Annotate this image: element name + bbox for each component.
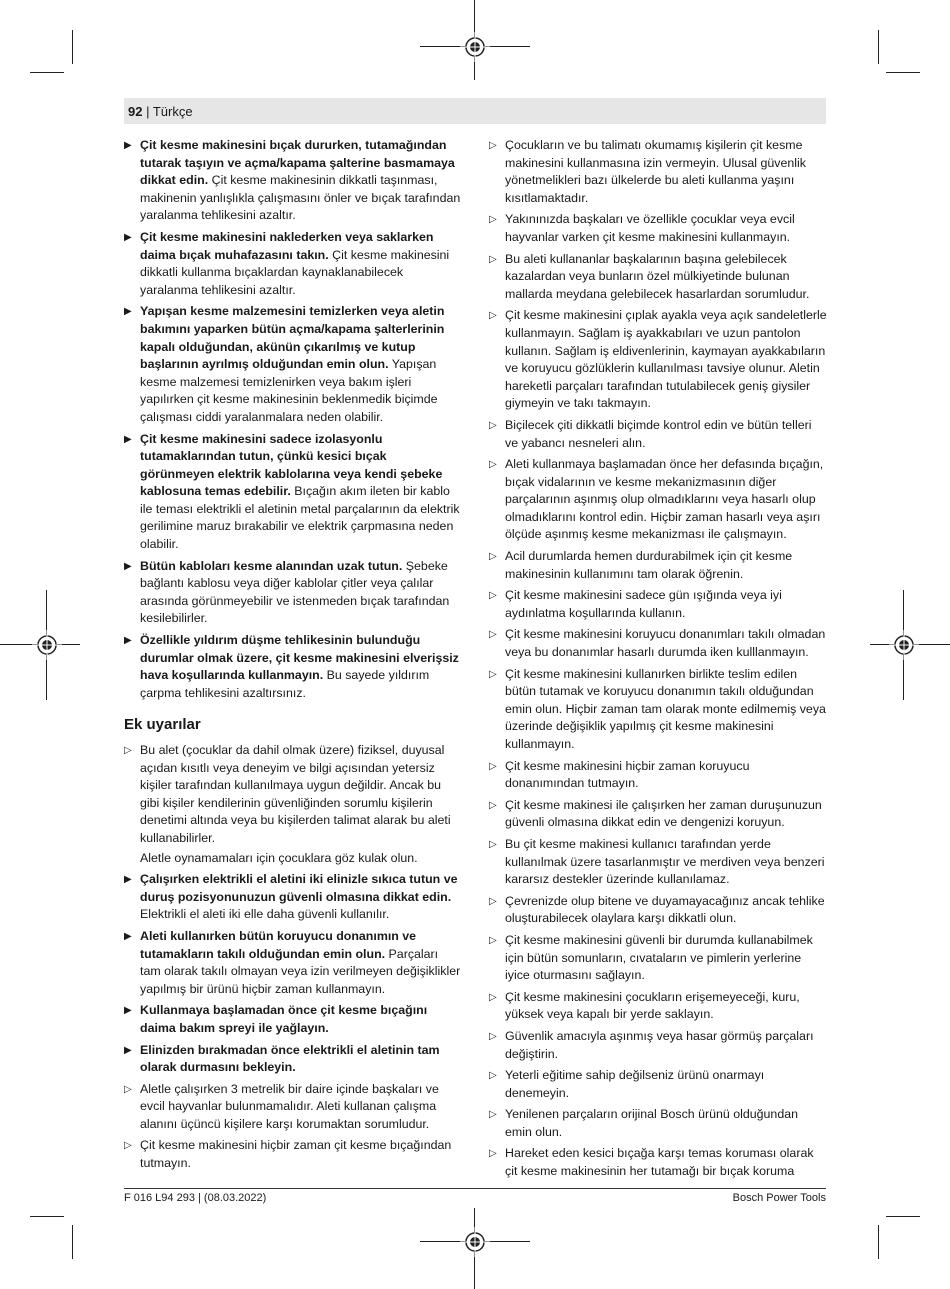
bullet-triangle-icon: ▶: [124, 1044, 132, 1056]
bullet-triangle-outline-icon: ▷: [489, 668, 497, 680]
bullet-triangle-outline-icon: ▷: [124, 1140, 132, 1152]
bullet-triangle-outline-icon: ▷: [489, 799, 497, 811]
list-item: [124, 742, 462, 848]
item-text: Çit kesme makinesini çıplak ayakla veya açık sandeletlerle kullanmayın. Sağlam iş ayakkabıları ve uzun pantolon kullanın. Sağlam iş eldivenlerinin, kaymayan ayakkabıların ve koruyucu gözlüklerin kullanılması tavsiye olunur. Aletin hareketli parçaları tarafından tutulabilecek geniş giysiler giymeyin ve takı takmayın.: [505, 308, 827, 411]
list-item: [489, 137, 827, 207]
list-item: [489, 251, 827, 304]
bullet-triangle-outline-icon: ▷: [489, 253, 497, 265]
item-text: Çit kesme makinesini koruyucu donanımları takılı olmadan veya bu donanımlar hasarlı durumda iken kulllanmayın.: [505, 627, 826, 660]
bullet-triangle-outline-icon: ▷: [124, 745, 132, 756]
left-column: [124, 137, 462, 1177]
bullet-triangle-outline-icon: ▷: [489, 310, 497, 322]
bullet-triangle-outline-icon: ▷: [489, 1070, 497, 1082]
list-item: [489, 666, 827, 754]
item-bold-text: Elinizden bırakmadan önce elektrikli el aletinin tam olarak durmasını bekleyin.: [140, 1042, 440, 1075]
item-text: Güvenlik amacıyla aşınmış veya hasar görmüş parçaları değiştirin.: [505, 1028, 814, 1061]
item-text: Parçaları tam olarak takılı olmayan veya izin verilmeyen değişiklikler yapılmış bir ürünü hiçbir zaman kullanmayın.: [140, 946, 461, 996]
item-text: Çit kesme makinesi ile çalışırken her zaman duruşunuzun güvenli olmasına dikkat edin ve dengenizi koruyun.: [505, 797, 822, 830]
list-item: [124, 137, 462, 225]
item-text: Yapışan kesme malzemesi temizlenirken veya bakım işleri yapılırken çit kesme makinesinin beklenmedik biçimde çalışması ciddi yaralanmalara neden olabilir.: [140, 357, 438, 424]
registration-mark-icon: [889, 630, 919, 660]
list-item: [124, 1002, 462, 1037]
bullet-triangle-outline-icon: ▷: [489, 934, 497, 946]
children-note: Aletle oynamamaları için çocuklara göz kulak olun.: [140, 850, 418, 865]
bullet-triangle-outline-icon: ▷: [489, 214, 497, 226]
item-bold-text: Özellikle yıldırım düşme tehlikesinin bulunduğu durumlar olmak üzere, çit kesme makinesini elverişsiz hava koşullarında kullanmayın.: [140, 633, 459, 683]
page-number: 92: [128, 104, 143, 119]
item-bold-text: Çalışırken elektrikli el aletini iki elinizle sıkıca tutun ve duruş pozisyonunuzun güvenli olmasına dikkat edin.: [140, 872, 458, 904]
item-bold-text: Aleti kullanırken bütün koruyucu donanımın ve tutamakların takılı olduğundan emin olun.: [140, 928, 417, 961]
bullet-triangle-icon: ▶: [124, 874, 132, 886]
crop-mark: [886, 1216, 920, 1217]
list-item: [489, 548, 827, 583]
list-item: [489, 1067, 827, 1102]
list-item: [124, 1137, 462, 1172]
item-text: Aletle çalışırken 3 metrelik bir daire içinde başkaları ve evcil hayvanlar bulunmamalıdır. Aleti kullanan çalışma alanını üçüncü kişilere karşı korumaktan sorumludur.: [140, 1081, 439, 1131]
bullet-triangle-outline-icon: ▷: [124, 1083, 132, 1095]
footer-divider: [124, 1188, 826, 1189]
bullet-triangle-outline-icon: ▷: [489, 590, 497, 602]
item-bold-text: Çit kesme makinesini naklederken veya saklarken daima bıçak muhafazasını takın.: [140, 229, 434, 262]
item-text: Yeterli eğitime sahip değilseniz ürünü onarmayı denemeyin.: [505, 1068, 765, 1100]
item-bold-text: Çit kesme makinesini bıçak dururken, tutamağından tutarak taşıyın ve açma/kapama şalterine basmamaya dikkat edin.: [140, 138, 455, 188]
item-text: Çit kesme makinesini dikkatli kullanma bıçaklardan kaynaklanabilecek yaralanma tehlikesini azaltır.: [140, 247, 450, 297]
list-item: [124, 229, 462, 299]
item-bold-text: Bütün kabloları kesme alanından uzak tutun.: [140, 558, 403, 573]
list-item: [124, 558, 462, 628]
crop-mark: [886, 72, 920, 73]
bullet-triangle-outline-icon: ▷: [489, 459, 497, 471]
item-text: Çit kesme makinesini güvenli bir durumda kullanabilmek için bütün somunların, cıvataların ve pimlerin yerlerine iyice oturmasını sağlayın.: [505, 932, 813, 983]
bullet-triangle-outline-icon: ▷: [489, 760, 497, 772]
item-text: Yakınınızda başkaları ve özellikle çocuklar veya evcil hayvanlar varken çit kesme makinesini kullanmayın.: [505, 212, 795, 244]
item-text: Hareket eden kesici bıçağa karşı temas koruması olarak çit kesme makinesinin her tutamağı bir bıçak koruma: [505, 1146, 814, 1179]
bullet-triangle-icon: ▶: [124, 1005, 132, 1017]
bullet-triangle-outline-icon: ▷: [489, 991, 497, 1003]
crop-mark: [72, 1225, 73, 1259]
bullet-triangle-outline-icon: ▷: [489, 1148, 497, 1160]
list-item: [489, 1106, 827, 1141]
list-item: [124, 928, 462, 998]
registration-mark-icon: [32, 630, 62, 660]
item-bold-text: Çit kesme makinesini sadece izolasyonlu tutamaklarından tutun, çünkü kesici bıçak görünmeyen elektrik kablolarına veya kendi şebeke kablosuna temas edebilir.: [140, 431, 443, 499]
item-text: Biçilecek çiti dikkatli biçimde kontrol edin ve bütün telleri ve yabancı nesneleri alın.: [505, 417, 812, 450]
bullet-triangle-icon: ▶: [124, 306, 132, 318]
registration-mark-icon: [460, 32, 490, 62]
item-bold-text: Yapışan kesme malzemesini temizlerken veya aletin bakımını yaparken bütün açma/kapama şalterlerinin kapalı olduğundan, akünün çıkarılmış ve kutup başlarının ayrılmış olduğundan emin olun.: [140, 304, 445, 372]
item-text: Çit kesme makinesini hiçbir zaman çit kesme bıçağından tutmayın.: [140, 1138, 452, 1171]
list-item: [489, 758, 827, 793]
list-item: [489, 797, 827, 832]
bullet-triangle-outline-icon: ▷: [489, 838, 497, 850]
crop-mark: [878, 1225, 879, 1259]
footer-brand: Bosch Power Tools: [732, 1192, 826, 1204]
list-item: [489, 307, 827, 413]
list-item: [124, 871, 462, 924]
list-item: [489, 893, 827, 928]
item-text: Yenilenen parçaların orijinal Bosch ürünü olduğundan emin olun.: [505, 1107, 799, 1139]
section-heading: Ek uyarılar: [124, 716, 201, 734]
item-text: Çit kesme makinesini çocukların erişemeyeceği, kuru, yüksek veya kapalı bir yerde saklayın.: [505, 989, 800, 1022]
list-item: [489, 626, 827, 661]
item-text: Çit kesme makinesini hiçbir zaman koruyucu donanımından tutmayın.: [505, 758, 750, 791]
item-bold-text: Kullanmaya başlamadan önce çit kesme bıçağını daima bakım spreyi ile yağlayın.: [140, 1003, 428, 1035]
header-language: Türkçe: [152, 104, 193, 119]
item-text: Aleti kullanmaya başlamadan önce her defasında bıçağın, bıçak vidalarının ve kesme mekanizmasının diğer parçalarının aşınmış olup olmadıklarını veya hasarlı olup olmadıklarını kontrol edin. Hiçbir zaman hasarlı veya aşırı ölçüde aşınmış kesme mekanizması ile çalışmayın.: [505, 457, 824, 542]
item-text: Şebeke bağlantı kablosu veya diğer kablolar çitler veya çalılar arasında görünmeyebilir ve istenmeden bıçak tarafından kesilebilirler.: [140, 558, 450, 626]
bullet-triangle-icon: ▶: [124, 140, 132, 151]
list-item: [489, 211, 827, 246]
list-item: [489, 932, 827, 985]
item-text: Elektrikli el aleti iki elle daha güvenli kullanılır.: [140, 907, 390, 922]
list-item: [489, 1145, 827, 1180]
list-item: [124, 303, 462, 426]
item-text: Acil durumlarda hemen durdurabilmek için çit kesme makinesinin kullanımını tam olarak öğrenin.: [505, 549, 793, 581]
list-item: [124, 1042, 462, 1077]
bullet-triangle-outline-icon: ▷: [489, 419, 497, 431]
crop-mark: [72, 30, 73, 64]
bullet-triangle-icon: ▶: [124, 930, 132, 942]
list-item: [489, 417, 827, 452]
item-text: Bu sayede yıldırım çarpma tehlikesini azaltırsınız.: [140, 668, 430, 700]
list-item: [124, 1081, 462, 1134]
bullet-triangle-icon: ▶: [124, 231, 132, 243]
item-text: Çit kesme makinesini kullanırken birlikte teslim edilen bütün tutamak ve koruyucu donanımın takılı olduğundan emin olun. Hiçbir zaman tam olarak monte edilmemiş veya üzerinde değişiklik yapılmış çit kesme makinesini kullanmayın.: [505, 666, 826, 751]
item-text: Bu alet (çocuklar da dahil olmak üzere) fiziksel, duyusal açıdan kısıtlı veya deneyim ve bilgi açısından yetersiz kişiler tarafından kullanılmaya uygun değildir. Ancak bu gibi kişiler kendilerinin güvenliğinden sorumlu kişilerin denetimi altında veya bu kişilerden talimat alarak bu aleti kullanabilirler.: [140, 743, 451, 845]
bullet-triangle-icon: ▶: [124, 560, 132, 572]
page-header: [128, 104, 193, 119]
bullet-triangle-outline-icon: ▷: [489, 140, 497, 151]
crop-mark: [30, 72, 64, 73]
item-text: Bu çit kesme makinesi kullanıcı tarafından yerde kullanılmak üzere tasarlanmıştır ve merdiven veya benzeri kararsız destekler üzerinde kullanılamaz.: [505, 836, 825, 887]
crop-mark: [878, 30, 879, 64]
list-item: [124, 632, 462, 702]
item-text: Çit kesme makinesini sadece gün ışığında veya iyi aydınlatma koşullarında kullanın.: [505, 588, 782, 620]
bullet-triangle-outline-icon: ▷: [489, 895, 497, 907]
bullet-triangle-outline-icon: ▷: [489, 629, 497, 641]
bullet-triangle-outline-icon: ▷: [489, 1109, 497, 1121]
item-text: Bıçağın akım ileten bir kablo ile teması elektrikli el aletinin metal parçalarının da elektrik gerilimine maruz bırakabilir ve elektrik çarpmasına neden olabilir.: [140, 484, 460, 552]
header-bar: [124, 98, 826, 124]
header-separator: |: [146, 104, 153, 119]
item-text: Çevrenizde olup bitene ve duyamayacağınız ancak tehlike oluşturabilecek olaylara karşı dikkatli olun.: [505, 893, 825, 926]
list-item: [489, 836, 827, 889]
item-text: Bu aleti kullananlar başkalarının başına gelebilecek kazalardan veya bunların özel mülkiyetinde bulunan mallarda meydana gelebilecek hasarlardan sorumludur.: [505, 251, 810, 301]
registration-mark-icon: [460, 1227, 490, 1257]
bullet-triangle-icon: ▶: [124, 635, 132, 647]
footer-doc-id: F 016 L94 293 | (08.03.2022): [124, 1192, 267, 1204]
list-item: [489, 456, 827, 544]
item-text: Çit kesme makinesinin dikkatli taşınması, makinenin yanlışlıkla çalışmasını önler ve bıçak tarafından yaralanma tehlikesini azaltır.: [140, 173, 461, 223]
list-item: [489, 1028, 827, 1063]
right-column: [489, 137, 827, 1185]
bullet-triangle-outline-icon: ▷: [489, 551, 497, 563]
bullet-triangle-icon: ▶: [124, 433, 132, 445]
crop-mark: [30, 1216, 64, 1217]
list-item: [489, 989, 827, 1024]
list-item: [489, 587, 827, 622]
list-item: [124, 431, 462, 554]
bullet-triangle-outline-icon: ▷: [489, 1030, 497, 1042]
item-text: Çocukların ve bu talimatı okumamış kişilerin çit kesme makinesini kullanmasına izin vermeyin. Ulusal güvenlik yönetmelikleri bazı ülkelerde bu aleti kullanma yaşını kısıtlamaktadır.: [505, 138, 806, 205]
